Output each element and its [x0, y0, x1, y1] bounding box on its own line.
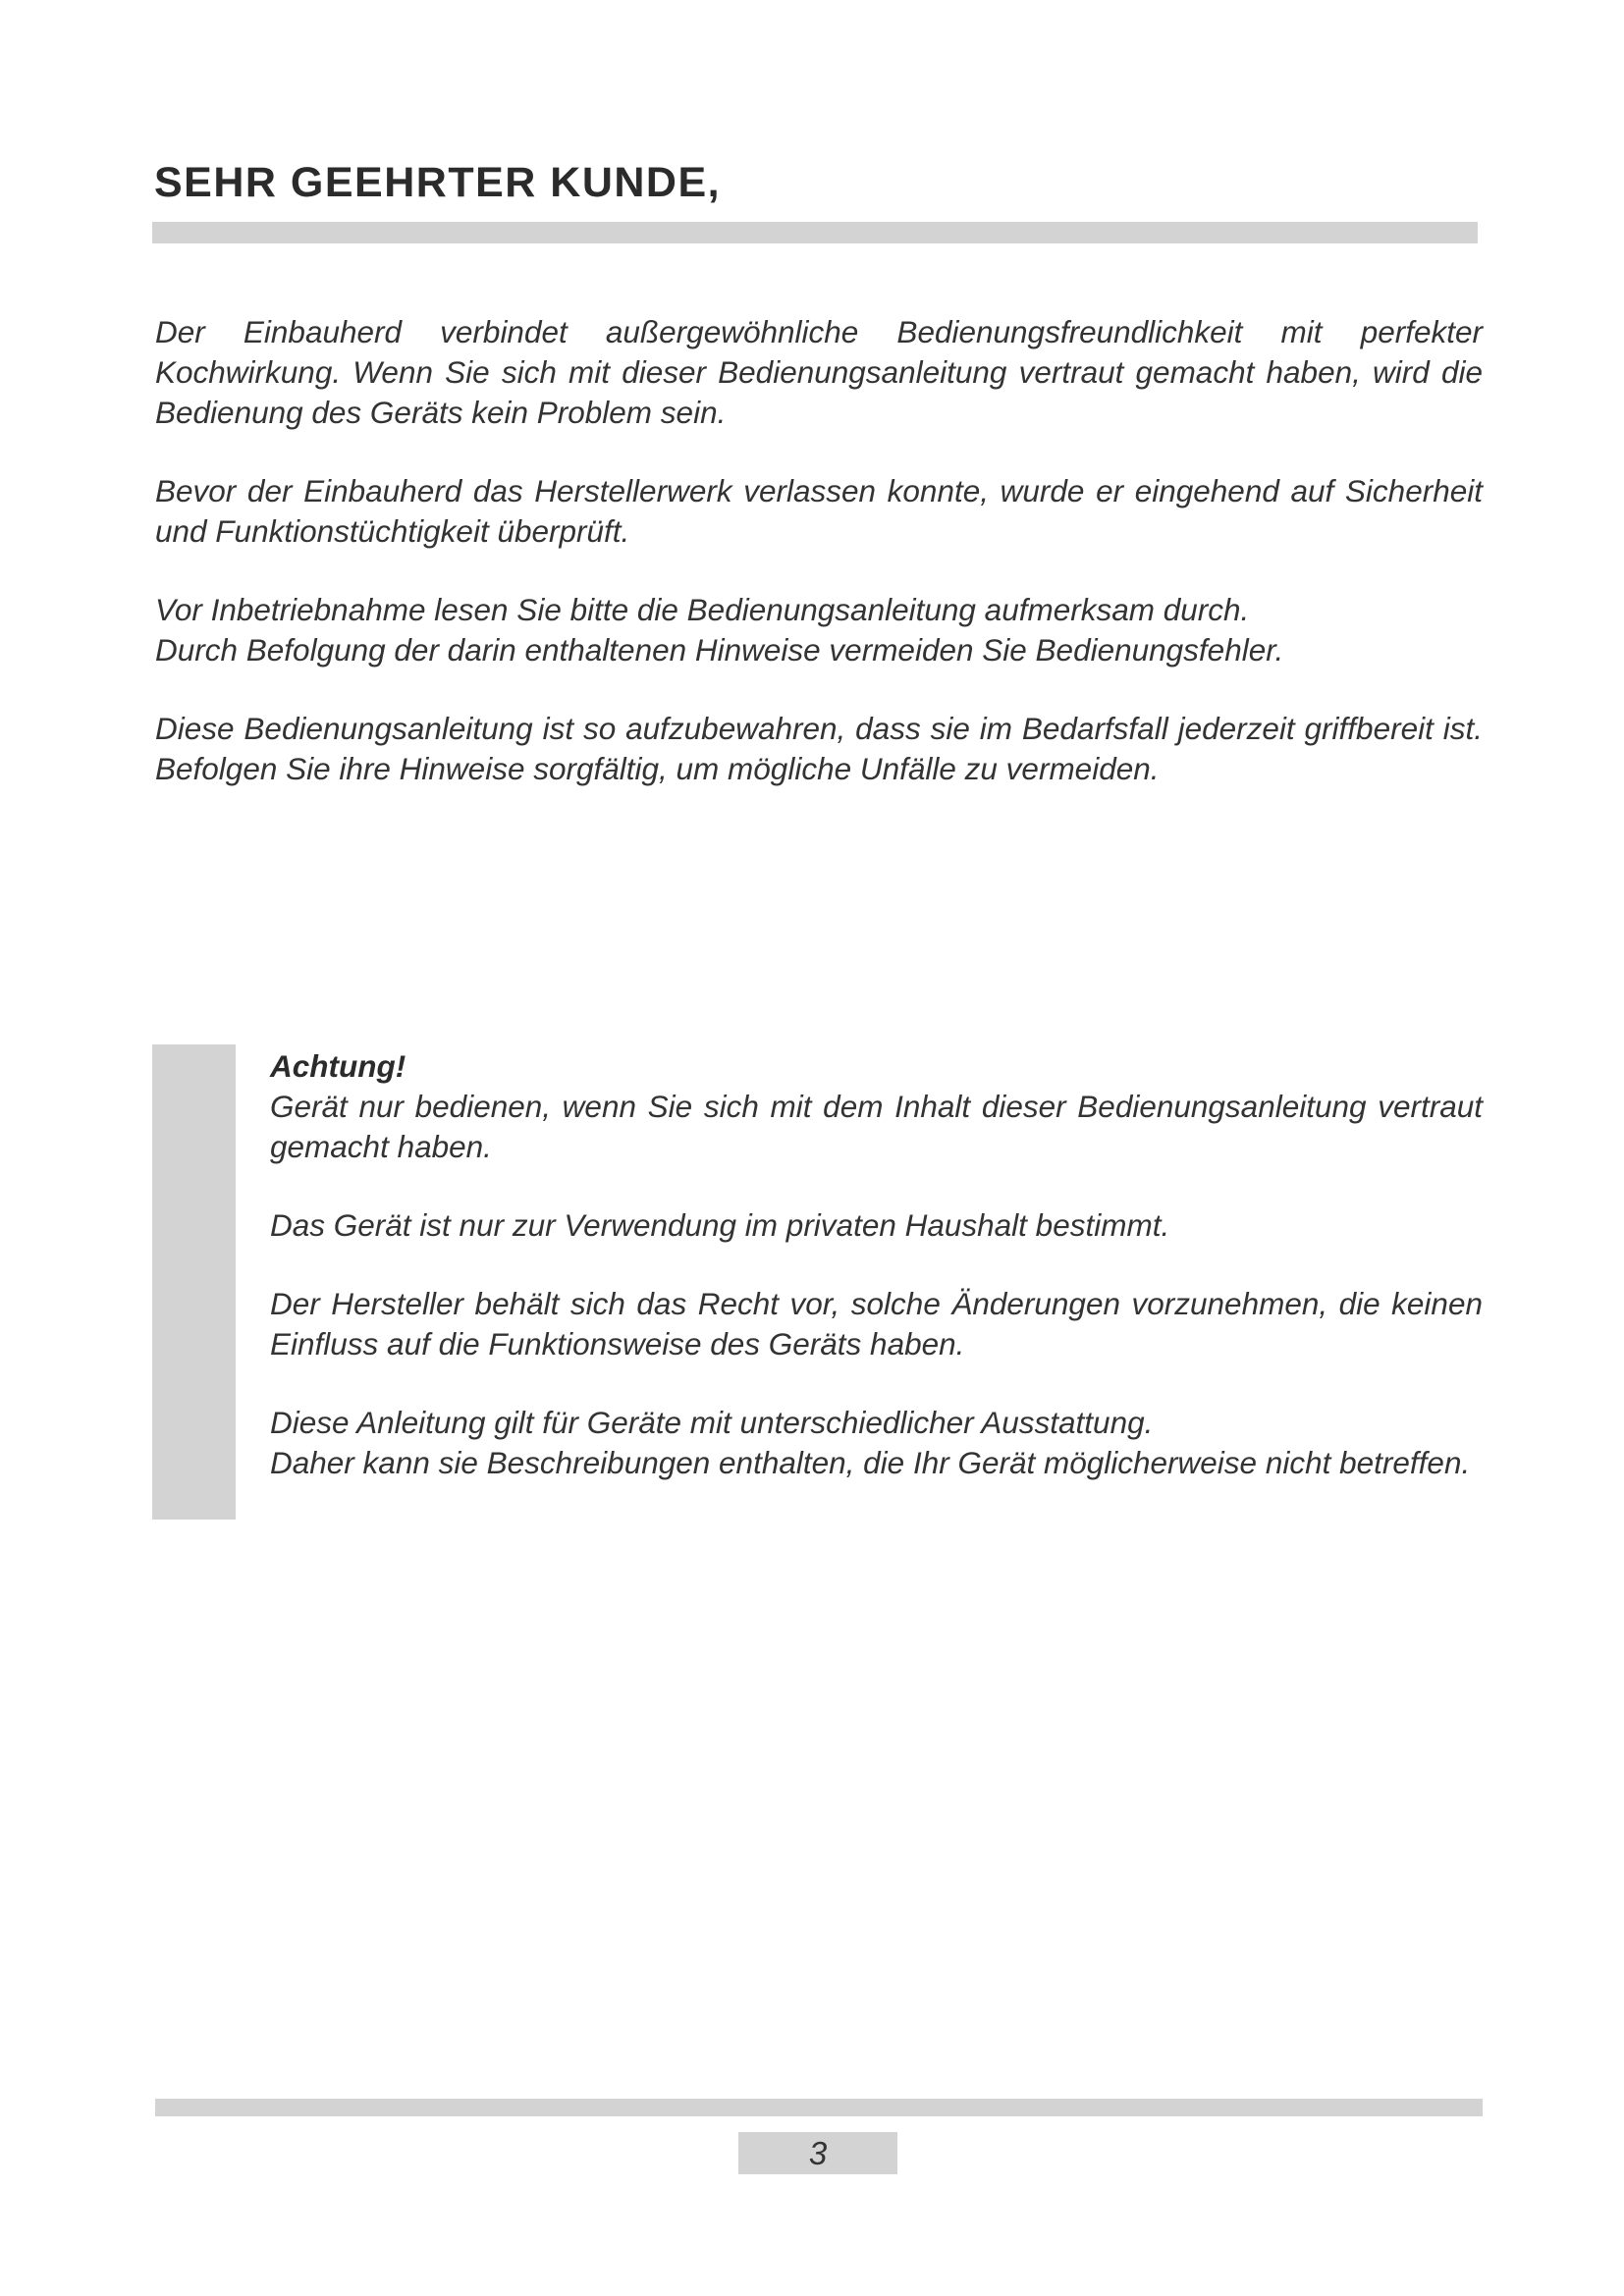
page-number: 3 [738, 2132, 897, 2174]
footer-divider [155, 2099, 1483, 2116]
intro-paragraph-2: Bevor der Einbauherd das Herstellerwerk verlassen konnte, wurde er eingehend auf Sicherheit und Funktionstüchtigkeit überprüft. [155, 473, 1483, 549]
notice-paragraph-4-line-1: Diese Anleitung gilt für Geräte mit unterschiedlicher Ausstattung. [270, 1405, 1154, 1440]
intro-paragraph-1: Der Einbauherd verbindet außergewöhnliche Bedienungsfreundlichkeit mit perfekter Kochwirkung. Wenn Sie sich mit dieser Bedienungsanleitung vertraut gemacht haben, wird die Bedienung des Geräts kein Problem sein. [155, 314, 1483, 430]
page-title: SEHR GEEHRTER KUNDE, [154, 159, 722, 206]
title-divider [152, 222, 1478, 243]
intro-paragraph-3 [155, 590, 1483, 670]
notice-box [270, 1046, 1483, 1522]
notice-paragraph-4 [270, 1403, 1483, 1483]
notice-paragraph-1: Gerät nur bedienen, wenn Sie sich mit dem Inhalt dieser Bedienungsanleitung vertraut gemacht haben. [270, 1089, 1483, 1164]
intro-paragraph-3-line-2: Durch Befolgung der darin enthaltenen Hinweise vermeiden Sie Bedienungsfehler. [155, 632, 1284, 667]
notice-paragraph-3: Der Hersteller behält sich das Recht vor, solche Änderungen vorzunehmen, die keinen Einfluss auf die Funktionsweise des Geräts haben. [270, 1286, 1483, 1362]
notice-side-bar [152, 1044, 236, 1520]
notice-heading: Achtung! [270, 1048, 406, 1084]
notice-paragraph-2: Das Gerät ist nur zur Verwendung im privaten Haushalt bestimmt. [270, 1207, 1170, 1243]
notice-paragraph-4-line-2: Daher kann sie Beschreibungen enthalten, die Ihr Gerät möglicherweise nicht betreffen. [270, 1445, 1471, 1480]
intro-paragraph-4: Diese Bedienungsanleitung ist so aufzubewahren, dass sie im Bedarfsfall jederzeit griffbereit ist. Befolgen Sie ihre Hinweise sorgfältig, um mögliche Unfälle zu vermeiden. [155, 711, 1483, 786]
intro-section [155, 312, 1483, 828]
intro-paragraph-3-line-1: Vor Inbetriebnahme lesen Sie bitte die Bedienungsanleitung aufmerksam durch. [155, 592, 1250, 627]
